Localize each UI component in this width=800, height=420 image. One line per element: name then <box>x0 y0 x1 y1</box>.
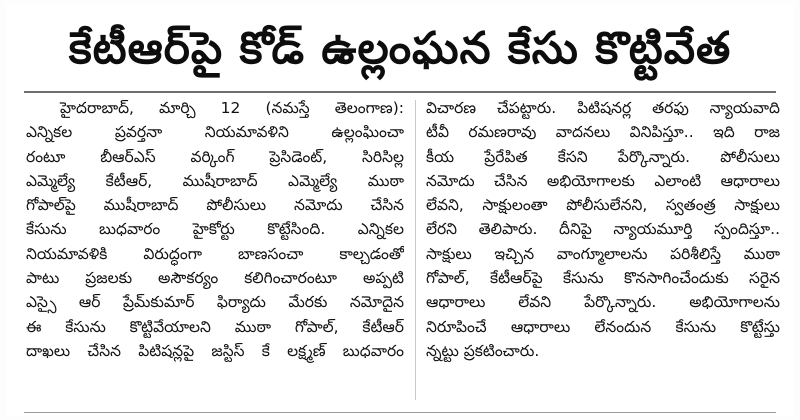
headline: కేటీఆర్‌పై కోడ్ ఉల్లంఘన కేసు కొట్టివేత <box>68 23 732 74</box>
article-line: ఈ కేసును కొట్టివేయాలని ముఠా గోపాల్, కేటీఆర్ <box>26 317 404 336</box>
article-line: టీవీ రమణరావు వాదనలు వినిపిస్తూ.. ఇది రాజ <box>426 123 780 142</box>
article-line: లేవని, సాక్షులంతా పోలీసులేనని, స్వతంత్ర సాక్షులు <box>426 196 780 215</box>
article-line: నమోదు చేసిన అభియోగాలకు ఎలాంటి ఆధారాలు <box>426 171 780 190</box>
newspaper-clipping <box>6 4 794 416</box>
article-line: దాఖలు చేసిన పిటిషన్లపై జస్టిస్ కే లక్ష్మణ్ బుధవారం <box>26 341 404 360</box>
headline-rule <box>24 91 776 93</box>
article-line: గోపాల్, కేటీఆర్‌పై కేసును కొనసాగించేందుకు సరైన <box>426 269 780 288</box>
article-line: ఎన్నికల ప్రవర్తనా నియమావళిని ఉల్లంఘించా <box>26 123 404 142</box>
article-line: న్నట్టు ప్రకటించారు. <box>426 341 540 360</box>
article-line: గోపాల్‌పై ముషీరాబాద్ పోలీసులు నమోదు చేసిన <box>26 196 404 215</box>
article-line: పాటు ప్రజలకు అసౌకర్యం కలిగించారంటూ అప్పటి <box>26 269 404 288</box>
article-line: హైదరాబాద్, మార్చి 12 (నమస్తే తెలంగాణ): <box>60 99 404 117</box>
article-line: నిరూపించే ఆధారాలు లేనందున కేసును కొట్టేస్తు <box>426 317 780 336</box>
article-line: కీయ ప్రేరేపిత కేసని పేర్కొన్నారు. పోలీసులు <box>426 147 780 166</box>
article-line: నియమావళికి విరుద్ధంగా బాణసంచా కాల్చడంతో <box>26 244 404 263</box>
article-line: ఆధారాలు లేవని పేర్కొన్నారు. అభియోగాలను <box>426 293 780 312</box>
bottom-rule <box>24 412 776 413</box>
article-right-column <box>426 96 780 363</box>
article-line: ఎమ్మెల్యే కేటీఆర్, ముషీరాబాద్ ఎమ్మెల్యే ముఠా <box>26 171 404 190</box>
article-line: కేసును బుధవారం హైకోర్టు కొట్టేసింది. ఎన్నికల <box>26 220 404 239</box>
article-left-column <box>26 96 404 363</box>
article-line: సాక్షులు ఇచ్చిన వాంగ్మూలాలను పరిశీలిస్తే ముఠా <box>426 244 780 263</box>
article-line: లేరని తెలిపారు. దీనిపై న్యాయమూర్తి స్పందిస్తూ.. <box>426 220 780 239</box>
article-line: రంటూ బీఆర్ఎస్ వర్కింగ్ ప్రెసిడెంట్, సిరిసిల్ల <box>26 147 404 166</box>
column-divider <box>415 100 416 400</box>
article-line: విచారణ చేపట్టారు. పిటిషనర్ల తరఫు న్యాయవాది <box>426 99 780 117</box>
article-line: ఎస్సై ఆర్ ప్రేమ్‌కుమార్ ఫిర్యాదు మేరకు నమోదైన <box>26 293 404 312</box>
